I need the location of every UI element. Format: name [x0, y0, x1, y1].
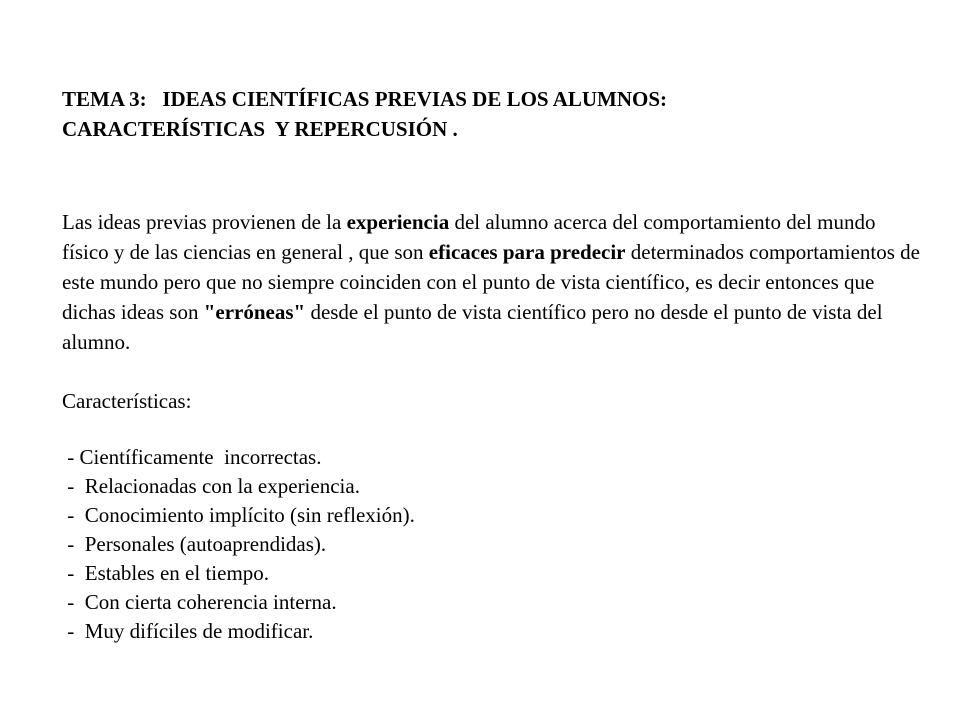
characteristics-list: [62, 443, 922, 646]
characteristics-heading: Características:: [62, 389, 192, 413]
paragraph-bold-eficaces: eficaces para predecir: [428, 240, 626, 264]
list-item: - Estables en el tiempo.: [62, 561, 270, 585]
list-item: - Muy difíciles de modificar.: [62, 619, 314, 643]
title-line-1: TEMA 3: IDEAS CIENTÍFICAS PREVIAS DE LOS ALUMNOS:: [62, 87, 668, 111]
paragraph-bold-erroneas: "erróneas": [203, 300, 306, 324]
paragraph-text-3: determinados comportamientos de este mundo pero que no siempre coinciden con el punto de vista científico, es decir entonces que dichas ideas son: [62, 240, 921, 324]
paragraph-text-4: desde el punto de vista científico pero no desde el punto de vista del alumno.: [62, 300, 883, 354]
title-line-2: CARACTERÍSTICAS Y REPERCUSIÓN .: [62, 117, 458, 141]
list-item: - Relacionadas con la experiencia.: [62, 474, 360, 498]
list-item: - Con cierta coherencia interna.: [62, 590, 337, 614]
paragraph-text-1: Las ideas previas provienen de la: [62, 210, 347, 234]
intro-paragraph: [62, 207, 922, 357]
list-item: - Conocimiento implícito (sin reflexión).: [62, 503, 415, 527]
list-item: - Personales (autoaprendidas).: [62, 532, 327, 556]
slide-title: [62, 84, 922, 144]
paragraph-text-2: del alumno acerca del comportamiento del mundo físico y de las ciencias en general , que son: [62, 210, 876, 264]
slide-content: [62, 84, 922, 646]
list-item: - Científicamente incorrectas.: [62, 445, 322, 469]
paragraph-bold-experiencia: experiencia: [346, 210, 450, 234]
